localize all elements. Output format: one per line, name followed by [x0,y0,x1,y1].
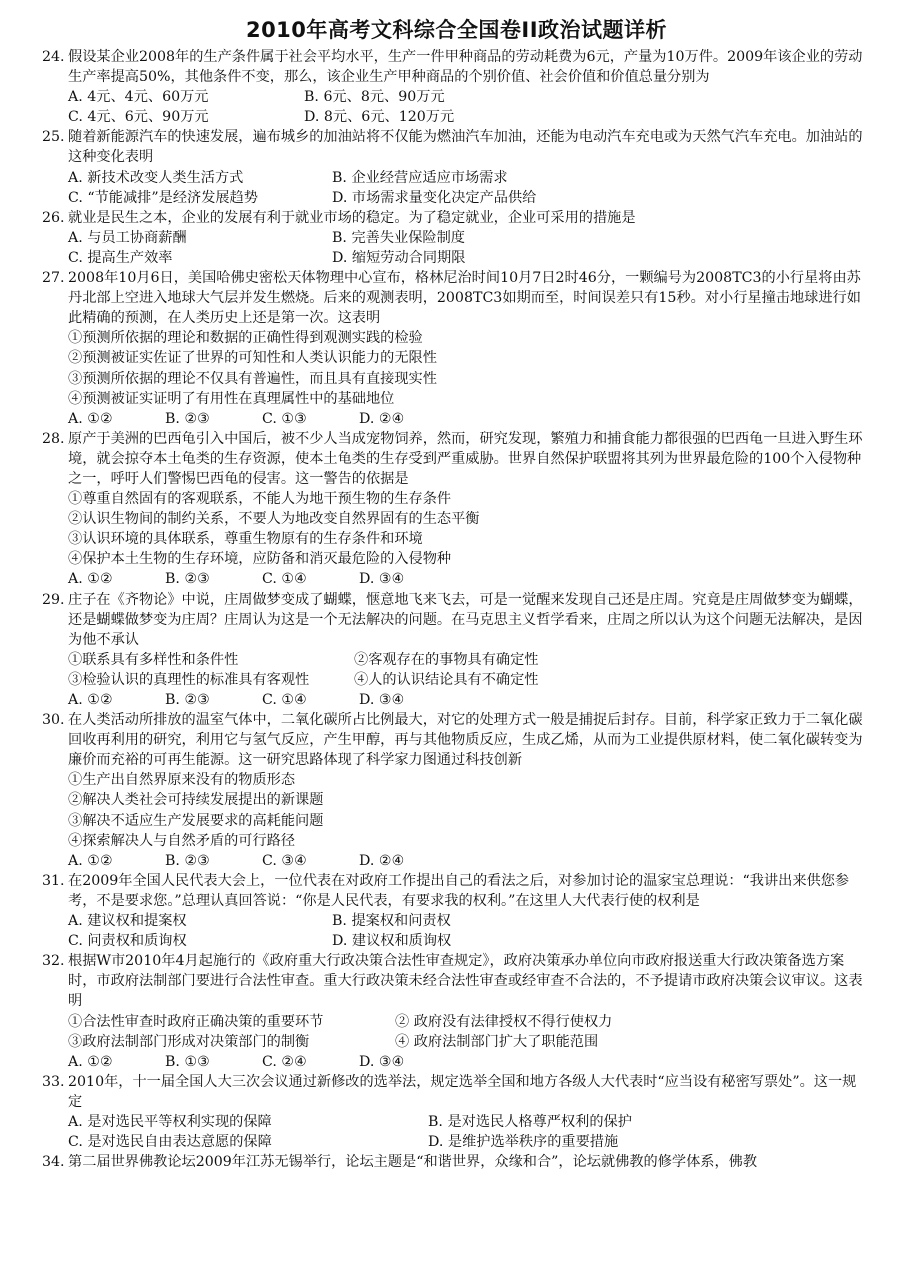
question-32 [42,951,865,1072]
options-row [68,168,865,188]
options-row [68,107,865,127]
option-a: A. ①② [68,1053,113,1070]
option-d: D. ③④ [359,1053,405,1070]
option-b: B. 企业经营应适应市场需求 [332,169,508,186]
option-b: B. ②③ [165,571,210,588]
option-a: A. 建议权和提案权 [68,913,187,930]
statement-item: ③解决不适应生产发展要求的高耗能问题 [68,812,324,829]
question-stem: 就业是民生之本，企业的发展有利于就业市场的稳定。为了稳定就业，企业可采用的措施是 [68,209,636,226]
question-number: 24. [42,49,65,65]
question-stem: 2010年，十一届全国人大三次会议通过新修改的选举法，规定选举全国和地方各级人大代表时“应当设有秘密写票处”。这一规定 [68,1073,857,1110]
question-number: 28. [42,430,65,447]
option-b: B. 完善失业保险制度 [332,229,465,246]
statement-item: ④探索解决人与自然矛盾的可行路径 [68,832,296,849]
statement-item: ④保护本土生物的生存环境，应防备和消灭最危险的入侵物种 [68,551,452,568]
option-c: C. ①③ [262,410,307,427]
statement-pair [68,1012,865,1032]
statement-item: ③检验认识的真理性的标准具有客观性 [68,671,310,688]
option-b: B. ②③ [165,410,210,427]
question-28 [42,429,865,590]
question-number: 25. [42,129,65,146]
question-stem: 根据W市2010年4月起施行的《政府重大行政决策合法性审查规定》，政府决策承办单位向市政府报送重大行政决策备选方案时，市政府法制部门要进行合法性审查。重大行政决策未经合法性审查或经审查不合法的，不予提请市政府决策会议审议。这表明 [68,953,863,1010]
option-c: C. ①④ [262,571,307,588]
option-b: B. ②③ [165,852,210,869]
question-25 [42,127,865,207]
option-c: C. 问责权和质询权 [68,933,187,950]
question-number: 27. [42,270,65,287]
option-d: D. ③④ [359,692,405,708]
options-row [68,87,865,107]
option-b: B. ②③ [165,692,210,708]
statement-item: ③政府法制部门形成对决策部门的制衡 [68,1033,310,1050]
statement-item: ③认识环境的具体联系，尊重生物原有的生存条件和环境 [68,531,423,548]
statement-item: ①合法性审查时政府正确决策的重要环节 [68,1013,324,1030]
question-stem: 在2009年全国人民代表大会上，一位代表在对政府工作提出自己的看法之后，对参加讨论的温家宝总理说：“我讲出来供您参考，不是要求您。”总理认真回答说：“你是人民代表，有要求我的权利。”在这里人大代表行使的权利是 [68,872,850,909]
question-number: 26. [42,209,65,226]
question-31 [42,871,865,951]
question-stem: 在人类活动所排放的温室气体中，二氧化碳所占比例最大，对它的处理方式一般是捕捉后封存。目前，科学家正致力于二氧化碳回收再利用的研究，利用它与氢气反应，产生甲醇，再与其他物质反应，生成乙烯，从而为工业提供原材料，使二氧化碳转变为廉价而充裕的可再生能源。这一研究思路体现了科学家力图通过科技创新 [68,712,863,769]
option-c: C. 是对选民自由表达意愿的保障 [68,1134,272,1151]
statement-item: ③预测所依据的理论不仅具有普遍性，而且具有直接现实性 [68,370,437,387]
options-row [68,690,865,710]
page-title: 2010年高考文科综合全国卷II政治试题详析 [245,18,668,42]
question-number: 29. [42,591,65,608]
statement-pair [68,650,865,670]
question-number: 31. [42,872,65,889]
options-row [68,188,865,208]
statement-pair [68,1032,865,1052]
options-row [68,931,865,951]
option-b: B. 6元、8元、90万元 [304,89,445,106]
options-row [68,569,865,589]
statement-item: ①预测所依据的理论和数据的正确性得到观测实践的检验 [68,330,423,347]
statement-item: ④ 政府法制部门扩大了职能范围 [395,1033,599,1050]
option-a: A. 与员工协商薪酬 [68,229,187,246]
statement-item: ②客观存在的事物具有确定性 [354,651,539,668]
statement-pair [68,670,865,690]
option-a: A. ①② [68,852,113,869]
option-d: D. 建议权和质询权 [332,933,452,950]
options-row [68,1112,865,1132]
option-b: B. 提案权和问责权 [332,913,451,930]
option-c: C. 提高生产效率 [68,249,173,266]
question-number: 33. [42,1073,65,1090]
option-a: A. 4元、4元、60万元 [68,89,209,106]
options-row [68,228,865,248]
statement-item: ①尊重自然固有的客观联系，不能人为地干预生物的生存条件 [68,491,452,508]
question-26 [42,208,865,268]
option-d: D. ②④ [359,852,405,869]
option-c: C. ③④ [262,852,307,869]
question-27 [42,268,865,429]
option-c: C. ①④ [262,692,307,708]
question-29 [42,590,865,711]
option-d: D. ③④ [359,571,405,588]
statement-item: ①生产出自然界原来没有的物质形态 [68,772,296,789]
option-d: D. 是维护选举秩序的重要措施 [428,1134,619,1151]
option-a: A. 新技术改变人类生活方式 [68,169,244,186]
option-d: D. 缩短劳动合同期限 [332,249,466,266]
question-stem: 第二届世界佛教论坛2009年江苏无锡举行，论坛主题是“和谐世界，众缘和合”，论坛就佛教的修学体系，佛教 [68,1154,758,1171]
question-stem: 2008年10月6日，美国哈佛史密松天体物理中心宣布，格林尼治时间10月7日2时46分，一颗编号为2008TC3的小行星将由苏丹北部上空进入地球大气层并发生燃烧。后来的观测表明，2008TC3如期而至，时间误差只有15秒。对小行星撞击地球进行如此精确的预测，在人类历史上还是第一次。这表明 [68,270,861,327]
option-d: D. 市场需求量变化决定产品供给 [332,189,537,206]
option-b: B. ①③ [165,1053,210,1070]
options-row [68,911,865,931]
option-d: D. 8元、6元、120万元 [304,109,455,126]
question-34 [42,1152,865,1172]
question-number: 30. [42,712,65,729]
options-row [68,248,865,268]
question-30 [42,710,865,871]
question-stem: 原产于美洲的巴西龟引入中国后，被不少人当成宠物饲养，然而，研究发现，繁殖力和捕食能力都很强的巴西龟一旦进入野生环境，就会掠夺本土龟类的生存资源，使本土龟类的生存受到严重威胁。世界自然保护联盟将其列为世界最危险的100个入侵物种之一，呼吁人们警惕巴西龟的侵害。这一警告的依据是 [68,430,863,487]
option-c: C. ②④ [262,1053,307,1070]
option-a: A. ①② [68,410,113,427]
options-row [68,1132,865,1152]
question-number: 34. [42,1154,65,1171]
question-number: 32. [42,953,65,970]
options-row [68,409,865,429]
question-33 [42,1072,865,1152]
question-stem: 庄子在《齐物论》中说，庄周做梦变成了蝴蝶，惬意地飞来飞去，可是一觉醒来发现自己还是庄周。究竟是庄周做梦变为蝴蝶，还是蝴蝶做梦变为庄周？庄周认为这是一个无法解决的问题。在马克思主义哲学看来，庄周之所以认为这个问题无法解决，是因为他不承认 [68,591,863,648]
option-c: C. “节能减排”是经济发展趋势 [68,189,258,206]
question-stem: 假设某企业2008年的生产条件属于社会平均水平，生产一件甲种商品的劳动耗费为6元，产量为10万件。2009年该企业的劳动生产率提高50%，其他条件不变，那么，该企业生产甲种商品的个别价值、社会价值和价值总量分别为 [68,49,863,86]
option-a: A. ①② [68,571,113,588]
option-c: C. 4元、6元、90万元 [68,109,209,126]
statement-item: ②解决人类社会可持续发展提出的新课题 [68,792,324,809]
options-row [68,1052,865,1072]
statement-item: ②预测被证实佐证了世界的可知性和人类认识能力的无限性 [68,350,437,367]
statement-item: ④预测被证实证明了有用性在真理属性中的基础地位 [68,390,395,407]
question-stem: 随着新能源汽车的快速发展，遍布城乡的加油站将不仅能为燃油汽车加油，还能为电动汽车充电或为天然气汽车充电。加油站的这种变化表明 [68,129,863,166]
option-b: B. 是对选民人格尊严权利的保护 [428,1113,632,1130]
question-24 [42,47,865,127]
option-a: A. ①② [68,692,113,708]
statement-item: ② 政府没有法律授权不得行使权力 [395,1013,613,1030]
statement-item: ②认识生物间的制约关系，不要人为地改变自然界固有的生态平衡 [68,511,480,528]
statement-item: ④人的认识结论具有不确定性 [354,671,539,688]
option-d: D. ②④ [359,410,405,427]
option-a: A. 是对选民平等权利实现的保障 [68,1113,272,1130]
statement-item: ①联系具有多样性和条件性 [68,651,239,668]
options-row [68,851,865,871]
